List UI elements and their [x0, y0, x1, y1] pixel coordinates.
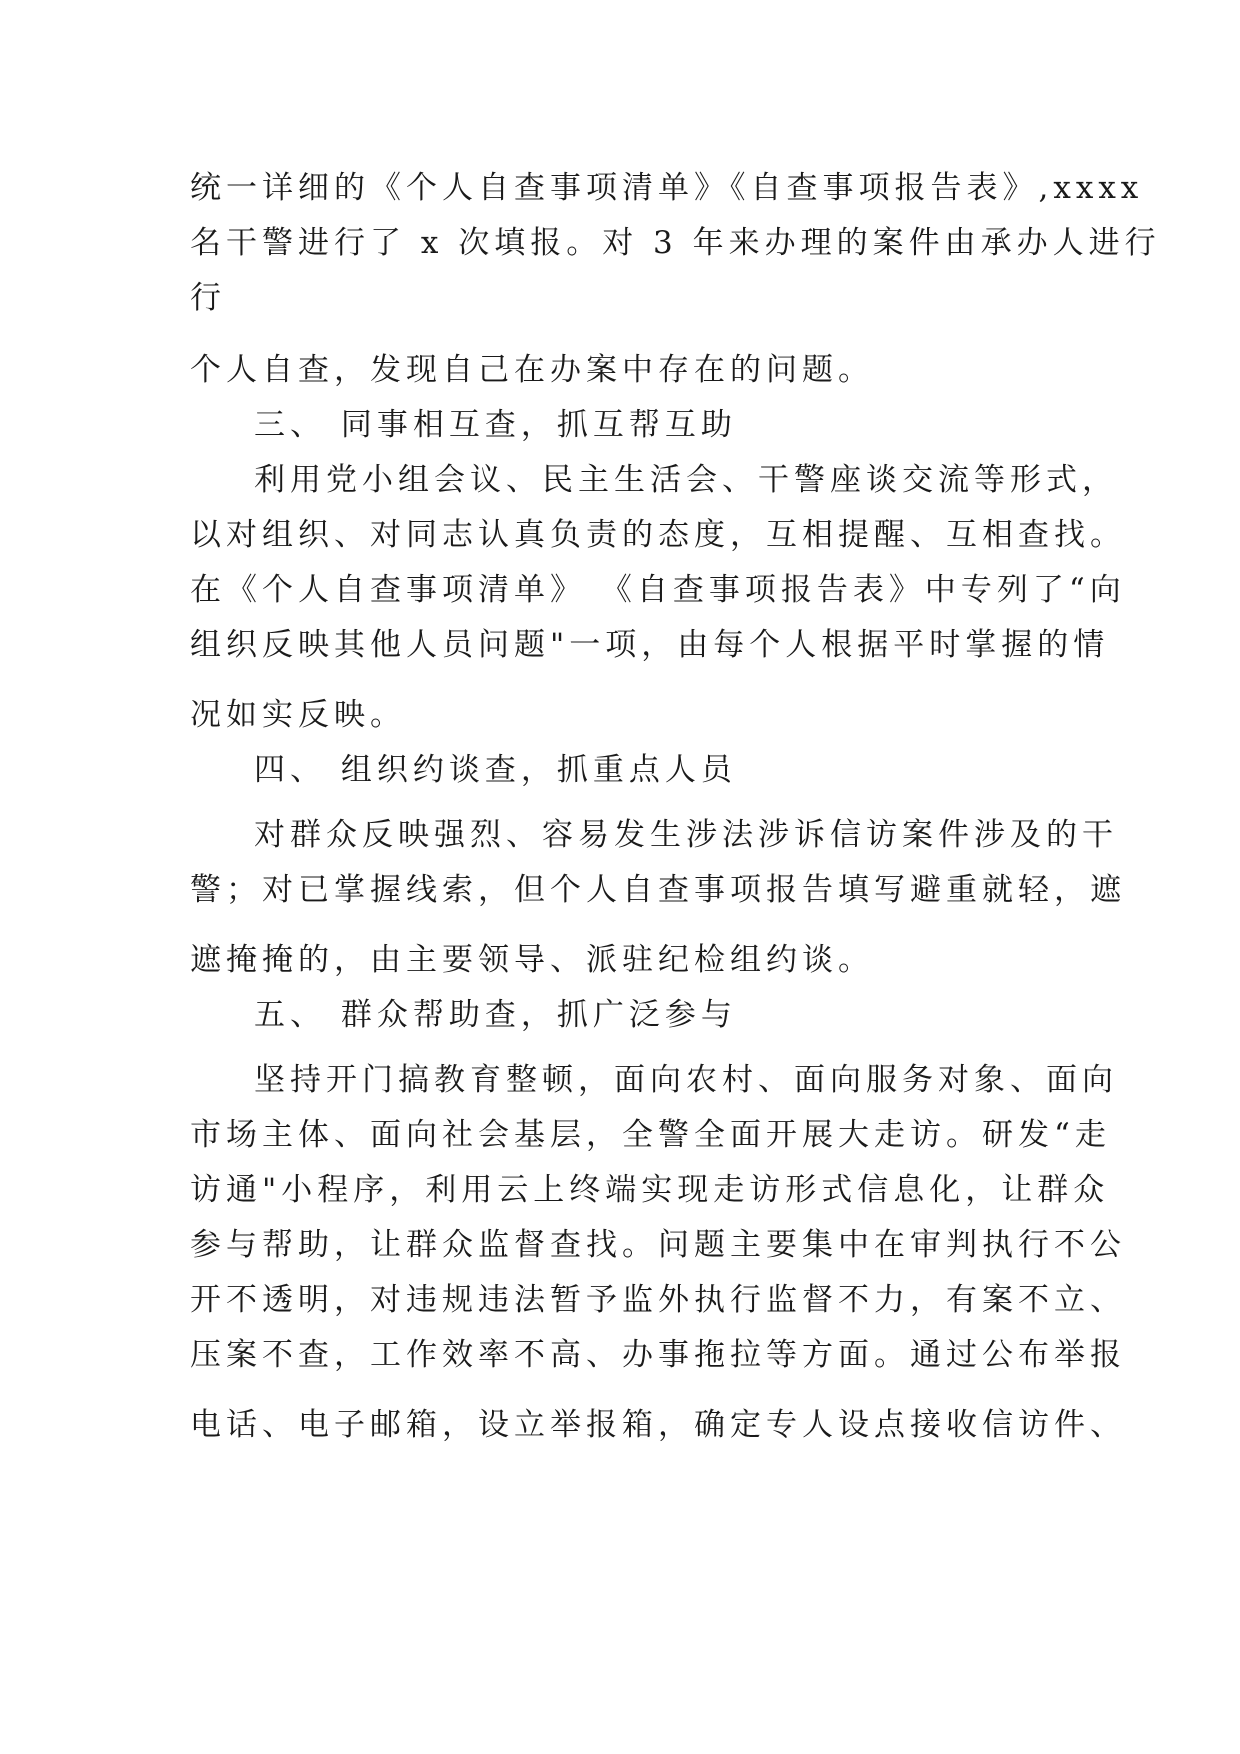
- text-line: 名干警进行了 x 次填报。对 3 年来办理的案件由承办人进行: [190, 225, 1161, 261]
- text-line: 遮掩掩的，由主要领导、派驻纪检组约谈。: [190, 942, 874, 978]
- text-line: 组织反映其他人员问题"一项，由每个人根据平时掌握的情: [190, 627, 1110, 663]
- text-line: 利用党小组会议、民主生活会、干警座谈交流等形式，: [254, 462, 1118, 498]
- section-heading-4: 四、 组织约谈查，抓重点人员: [254, 752, 737, 788]
- section-heading-5: 五、 群众帮助查，抓广泛参与: [254, 997, 737, 1033]
- text-line: 警；对已掌握线索，但个人自查事项报告填写避重就轻，遮: [190, 872, 1126, 908]
- text-line: 市场主体、面向社会基层，全警全面开展大走访。研发“走: [190, 1117, 1111, 1153]
- text-line: 压案不查，工作效率不高、办事拖拉等方面。通过公布举报: [190, 1337, 1126, 1373]
- text-line: 坚持开门搞教育整顿，面向农村、面向服务对象、面向: [254, 1062, 1118, 1098]
- text-line: 参与帮助，让群众监督查找。问题主要集中在审判执行不公: [190, 1227, 1126, 1263]
- text-line: 对群众反映强烈、容易发生涉法涉诉信访案件涉及的干: [254, 817, 1118, 853]
- text-line: 访通"小程序，利用云上终端实现走访形式信息化，让群众: [190, 1172, 1110, 1208]
- text-line: 个人自查，发现自己在办案中存在的问题。: [190, 352, 874, 388]
- text-line: 以对组织、对同志认真负责的态度，互相提醒、互相查找。: [190, 517, 1126, 553]
- text-line: 况如实反映。: [190, 697, 406, 733]
- text-line: 统一详细的《个人自查事项清单》《自查事项报告表》,xxxx: [190, 170, 1144, 206]
- text-line: 电话、电子邮箱，设立举报箱，确定专人设点接收信访件、: [190, 1407, 1126, 1443]
- text-line: 在《个人自查事项清单》 《自查事项报告表》中专列了“向: [190, 572, 1126, 608]
- text-line: 行: [190, 280, 226, 316]
- section-heading-3: 三、 同事相互查，抓互帮互助: [254, 407, 737, 443]
- text-line: 开不透明，对违规违法暂予监外执行监督不力，有案不立、: [190, 1282, 1126, 1318]
